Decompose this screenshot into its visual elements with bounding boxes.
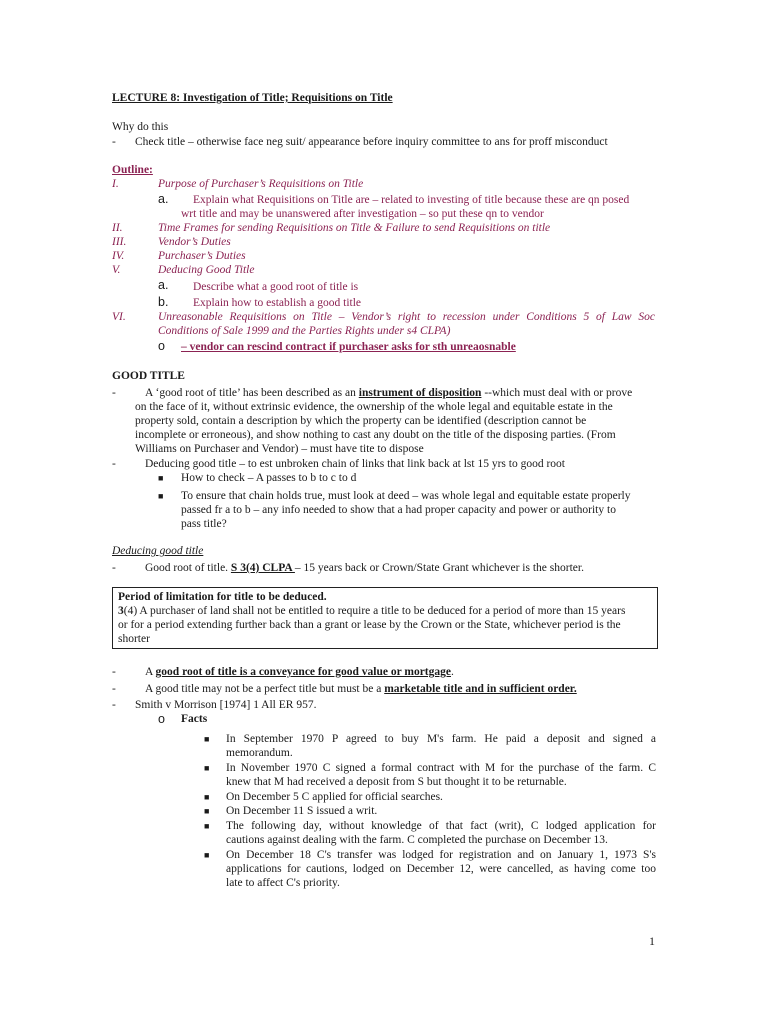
outline-item: Time Frames for sending Requisitions on Title & Failure to send Requisitions on title xyxy=(158,222,551,234)
circle-bullet: o xyxy=(158,712,165,726)
paragraph-line: Deducing good title – to est unbroken chain of links that link back at lst 15 yrs to good root xyxy=(145,458,566,470)
outline-num: IV. xyxy=(112,250,125,262)
outline-item: Vendor’s Duties xyxy=(158,236,231,248)
outline-subitem-cont: wrt title and may be unanswered after investigation – so put these qn to vendor xyxy=(181,208,544,220)
case-citation: Smith v Morrison [1974] 1 All ER 957. xyxy=(135,699,317,711)
dash-marker: - xyxy=(112,666,116,678)
square-bullet: ■ xyxy=(204,763,210,773)
outline-heading: Outline: xyxy=(112,164,153,176)
facts-label: Facts xyxy=(181,713,208,725)
dash-marker: - xyxy=(112,562,116,574)
outline-subitem: Describe what a good root of title is xyxy=(193,281,359,293)
paragraph-line: incomplete or erroneous), and show nothing to cast any doubt on the title of the disposing parties. (From xyxy=(135,429,616,441)
section-heading: GOOD TITLE xyxy=(112,370,185,382)
statute-line: shorter xyxy=(118,633,150,645)
outline-num: V. xyxy=(112,264,121,276)
outline-subitem: Explain what Requisitions on Title are – related to investing of title because these are qn posed xyxy=(193,194,630,206)
fact-line: On December 11 S issued a writ. xyxy=(226,805,378,817)
sub-letter: a. xyxy=(158,278,169,292)
outline-item: Purchaser’s Duties xyxy=(158,250,246,262)
page-title: LECTURE 8: Investigation of Title; Requisitions on Title xyxy=(112,92,393,104)
outline-num: I. xyxy=(112,178,119,190)
dash-marker: - xyxy=(112,458,116,470)
circle-bullet: o xyxy=(158,339,165,353)
paragraph-line: A good root of title is a conveyance for good value or mortgage. xyxy=(145,666,454,678)
square-bullet: ■ xyxy=(158,473,164,483)
sub-letter: b. xyxy=(158,295,169,309)
bullet-text-cont: pass title? xyxy=(181,518,227,530)
statute-line: or for a period extending further back than a grant or lease by the Crown or the State, whichever period is the xyxy=(118,619,621,631)
paragraph-line: Good root of title. S 3(4) CLPA – 15 years back or Crown/State Grant whichever is the shorter. xyxy=(145,562,584,574)
why-heading: Why do this xyxy=(112,121,169,133)
outline-item-cont: Conditions of Sale 1999 and the Parties Rights under s4 CLPA) xyxy=(158,325,451,337)
dash-marker: - xyxy=(112,136,116,148)
outline-item: Deducing Good Title xyxy=(158,264,255,276)
paragraph-line: on the face of it, without extrinsic evidence, the ownership of the whole legal and equitable estate in the xyxy=(135,401,613,413)
dash-marker: - xyxy=(112,683,116,695)
why-text: Check title – otherwise face neg suit/ appearance before inquiry committee to ans for proff misconduct xyxy=(135,136,608,148)
paragraph-line: Williams on Purchaser and Vendor) – must have tite to dispose xyxy=(135,443,424,455)
fact-line: The following day, without knowledge of that fact (writ), C lodged application for xyxy=(226,820,656,832)
outline-num: III. xyxy=(112,236,127,248)
fact-line: In September 1970 P agreed to buy M's farm. He paid a deposit and signed a xyxy=(226,733,656,745)
statute-line: 3(4) A purchaser of land shall not be entitled to require a title to be deduced for a period of more than 15 years xyxy=(118,605,626,617)
square-bullet: ■ xyxy=(204,734,210,744)
outline-num: II. xyxy=(112,222,123,234)
paragraph-line: A good title may not be a perfect title but must be a marketable title and in sufficient order. xyxy=(145,683,577,695)
sub-letter: a. xyxy=(158,192,169,206)
fact-line: In November 1970 C signed a formal contract with M for the purchase of the farm. C xyxy=(226,762,656,774)
outline-item: Unreasonable Requisitions on Title – Vendor’s right to recession under Conditions 5 of Law Soc xyxy=(158,311,655,323)
bullet-text: To ensure that chain holds true, must look at deed – was whole legal and equitable estate properly xyxy=(181,490,631,502)
fact-line: late to affect C's priority. xyxy=(226,877,340,889)
outline-subitem: – vendor can rescind contract if purchaser asks for sth unreaosnable xyxy=(181,341,516,353)
outline-item: Purpose of Purchaser’s Requisitions on Title xyxy=(158,178,364,190)
bullet-text-cont: passed fr a to b – any info needed to show that a had proper capacity and power or authority to xyxy=(181,504,616,516)
dash-marker: - xyxy=(112,387,116,399)
outline-num: VI. xyxy=(112,311,126,323)
dash-marker: - xyxy=(112,699,116,711)
statute-box xyxy=(112,587,658,649)
statute-heading: Period of limitation for title to be deduced. xyxy=(118,591,327,603)
fact-line: knew that M had received a deposit from S but thought it to be returnable. xyxy=(226,776,567,788)
fact-line: memorandum. xyxy=(226,747,293,759)
square-bullet: ■ xyxy=(204,806,210,816)
fact-line: On December 18 C's transfer was lodged for registration and on January 1, 1973 S's xyxy=(226,849,656,861)
square-bullet: ■ xyxy=(158,491,164,501)
square-bullet: ■ xyxy=(204,821,210,831)
outline-subitem: Explain how to establish a good title xyxy=(193,297,362,309)
paragraph-line: A ‘good root of title’ has been described as an instrument of disposition --which must deal with or prove xyxy=(145,387,633,399)
fact-line: applications for cautions, lodged on December 12, were cancelled, as having come too xyxy=(226,863,656,875)
fact-line: On December 5 C applied for official searches. xyxy=(226,791,443,803)
square-bullet: ■ xyxy=(204,792,210,802)
bullet-text: How to check – A passes to b to c to d xyxy=(181,472,357,484)
page-number: 1 xyxy=(649,934,655,948)
fact-line: cautions against dealing with the farm. C completed the purchase on December 13. xyxy=(226,834,608,846)
subsection-heading: Deducing good title xyxy=(112,545,204,557)
paragraph-line: property sold, contain a description by which the property can be identified (description cannot be xyxy=(135,415,587,427)
square-bullet: ■ xyxy=(204,850,210,860)
